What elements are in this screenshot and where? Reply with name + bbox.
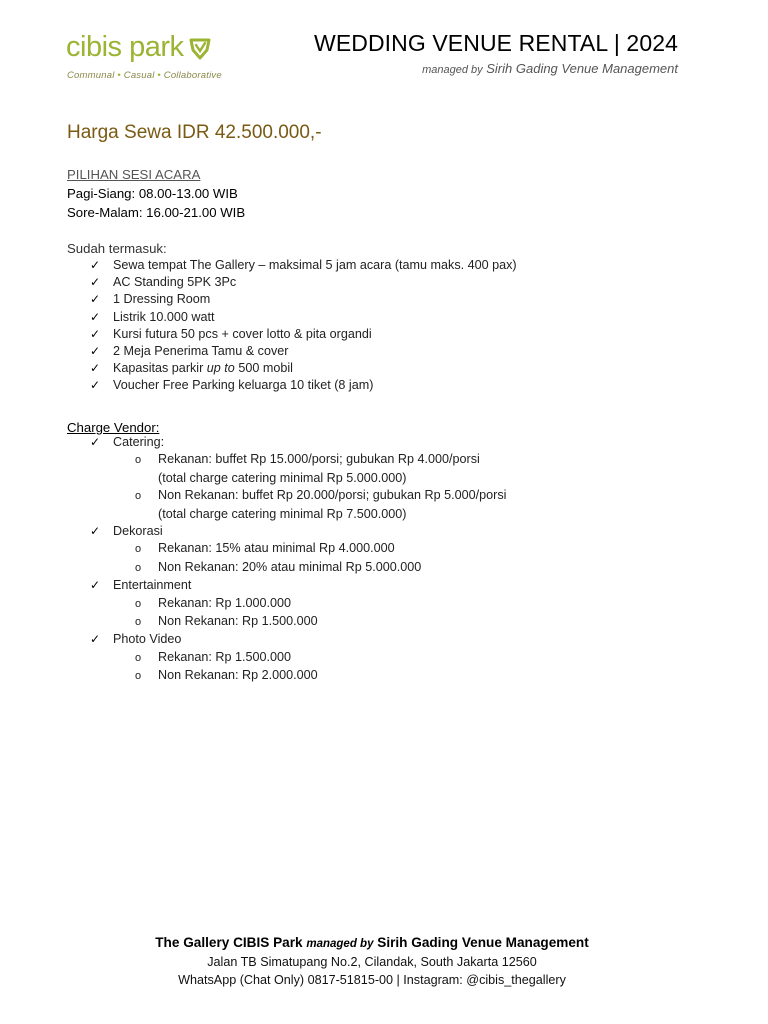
- list-item: ✓ 2 Meja Penerima Tamu & cover: [90, 343, 517, 360]
- list-item: ✓ Kapasitas parkir up to 500 mobil: [90, 360, 517, 377]
- checkmark-icon: ✓: [90, 361, 101, 376]
- list-item: ✓ Listrik 10.000 watt: [90, 309, 517, 326]
- checkmark-icon: ✓: [90, 326, 101, 341]
- session-morning: Pagi-Siang: 08.00-13.00 WIB: [67, 186, 238, 201]
- vendor-group-catering: ✓ Catering: o Rekanan: buffet Rp 15.000/porsi; gubukan Rp 4.000/porsi (total charge catering minimal Rp 5.000.000) o Non Rekanan: buffet Rp 20.000/porsi; gubukan Rp 5.000/porsi (total charge catering minimal Rp 7.500.000): [90, 434, 506, 523]
- tagline-word: Communal: [67, 70, 115, 81]
- logo-wordmark: cibis park: [66, 31, 184, 63]
- hollow-circle-bullet-icon: o: [135, 597, 142, 610]
- session-evening: Sore-Malam: 16.00-21.00 WIB: [67, 205, 246, 220]
- vendor-group-entertainment: ✓ Entertainment o Rekanan: Rp 1.000.000 o Non Rekanan: Rp 1.500.000: [90, 577, 506, 631]
- vendor-group-dekorasi: ✓ Dekorasi o Rekanan: 15% atau minimal Rp 4.000.000 o Non Rekanan: 20% atau minimal Rp 5.000.000: [90, 523, 506, 577]
- included-list: [90, 257, 517, 395]
- footer-venue-name: The Gallery CIBIS Park: [155, 935, 303, 950]
- list-item: ✓ AC Standing 5PK 3Pc: [90, 274, 517, 291]
- tagline-word: Collaborative: [163, 70, 222, 81]
- checkmark-icon: ✓: [90, 343, 101, 358]
- footer-address: Jalan TB Simatupang No.2, Cilandak, South Jakarta 12560: [207, 955, 537, 969]
- list-item: o Non Rekanan: Rp 2.000.000: [135, 667, 506, 685]
- checkmark-icon: ✓: [90, 378, 101, 393]
- list-item: o Non Rekanan: 20% atau minimal Rp 5.000.000: [135, 559, 506, 577]
- list-item: o Non Rekanan: Rp 1.500.000: [135, 613, 506, 631]
- hollow-circle-bullet-icon: o: [135, 670, 142, 683]
- hollow-circle-bullet-icon: o: [135, 561, 142, 574]
- list-item: o Rekanan: Rp 1.000.000: [135, 595, 506, 613]
- rental-price: Harga Sewa IDR 42.500.000,-: [67, 122, 322, 143]
- checkmark-icon: ✓: [90, 435, 101, 449]
- tagline-word: Casual: [123, 70, 155, 81]
- header-managed-by: [422, 61, 678, 76]
- checkmark-icon: ✓: [90, 309, 101, 324]
- cibis-park-logo: [66, 30, 236, 86]
- list-item: o Rekanan: 15% atau minimal Rp 4.000.000: [135, 540, 506, 558]
- tagline-separator: •: [117, 70, 121, 81]
- sessions-heading: PILIHAN SESI ACARA: [67, 167, 201, 182]
- list-item: ✓ Sewa tempat The Gallery – maksimal 5 jam acara (tamu maks. 400 pax): [90, 257, 517, 274]
- managed-by-label: managed by: [422, 64, 483, 76]
- footer-venue-line: [0, 935, 744, 950]
- list-item: ✓ Kursi futura 50 pcs + cover lotto & pita organdi: [90, 326, 517, 343]
- hollow-circle-bullet-icon: o: [135, 651, 142, 664]
- checkmark-icon: ✓: [90, 292, 101, 307]
- checkmark-icon: ✓: [90, 275, 101, 290]
- document-title: WEDDING VENUE RENTAL | 2024: [314, 30, 678, 56]
- checkmark-icon: ✓: [90, 632, 101, 647]
- list-item: ✓ 1 Dressing Room: [90, 291, 517, 308]
- logo-tagline: [67, 70, 222, 81]
- tagline-separator: •: [157, 70, 161, 81]
- checkmark-icon: ✓: [90, 524, 101, 539]
- included-heading: Sudah termasuk:: [67, 241, 167, 256]
- hollow-circle-bullet-icon: o: [135, 454, 142, 467]
- manager-name: Sirih Gading Venue Management: [486, 61, 678, 76]
- cibis-shield-logo-icon: [188, 36, 212, 60]
- list-item: ✓ Voucher Free Parking keluarga 10 tiket (8 jam): [90, 377, 517, 394]
- vendor-group-photo-video: ✓ Photo Video o Rekanan: Rp 1.500.000 o Non Rekanan: Rp 2.000.000: [90, 631, 506, 685]
- vendor-heading: Charge Vendor:: [67, 420, 160, 435]
- hollow-circle-bullet-icon: o: [135, 616, 142, 629]
- footer-managed-by: managed by: [306, 938, 374, 950]
- list-item: o Non Rekanan: buffet Rp 20.000/porsi; gubukan Rp 5.000/porsi (total charge catering minimal Rp 7.500.000): [135, 488, 507, 521]
- vendor-list: [90, 434, 506, 686]
- checkmark-icon: ✓: [90, 578, 101, 593]
- hollow-circle-bullet-icon: o: [135, 543, 142, 556]
- list-item: o Rekanan: buffet Rp 15.000/porsi; gubukan Rp 4.000/porsi (total charge catering minimal Rp 5.000.000): [135, 452, 480, 485]
- checkmark-icon: ✓: [90, 258, 101, 272]
- footer-manager: Sirih Gading Venue Management: [377, 935, 589, 950]
- footer-contact: WhatsApp (Chat Only) 0817-51815-00 | Instagram: @cibis_thegallery: [178, 973, 566, 987]
- hollow-circle-bullet-icon: o: [135, 490, 142, 503]
- list-item: o Rekanan: Rp 1.500.000: [135, 649, 506, 667]
